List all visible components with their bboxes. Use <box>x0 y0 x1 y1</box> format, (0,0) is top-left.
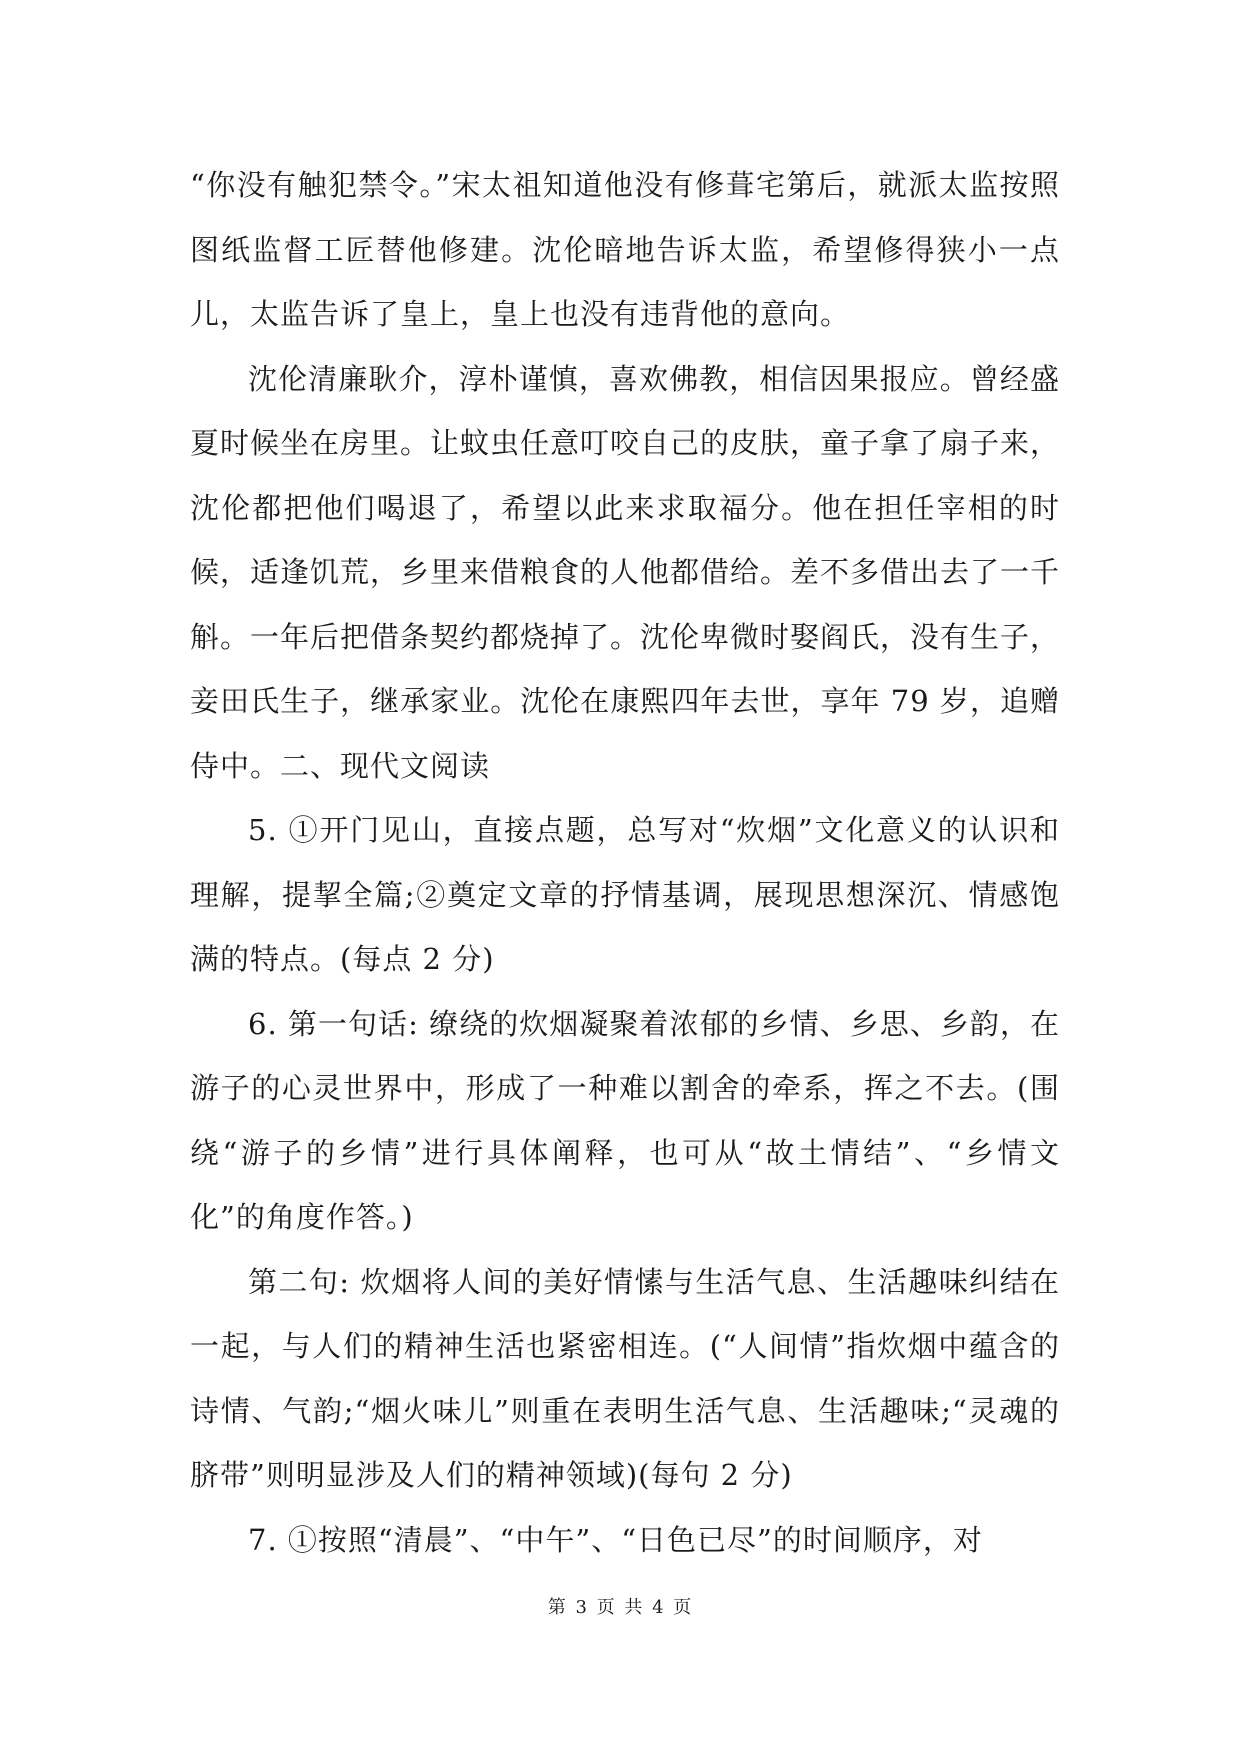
answer-7: 7. ①按照“清晨”、“中午”、“日色已尽”的时间顺序，对 <box>248 1522 983 1557</box>
answer-6-second-sentence: 第二句: 炊烟将人间的美好情愫与生活气息、生活趣味纠结在一起，与人们的精神生活也紧密相连。(“人间情”指炊烟中蕴含的诗情、气韵;“烟火味儿”则重在表明生活气息、生活趣味;“灵魂的脐带”则明显涉及人们的精神领域)(每句 2 分) <box>190 1264 1060 1492</box>
paragraph-shen-lun: 沈伦清廉耿介，淳朴谨慎，喜欢佛教，相信因果报应。曾经盛夏时候坐在房里。让蚊虫任意叮咬自己的皮肤，童子拿了扇子来，沈伦都把他们喝退了，希望以此来求取福分。他在担任宰相的时候，适逢饥荒，乡里来借粮食的人他都借给。差不多借出去了一千斛。一年后把借条契约都烧掉了。沈伦卑微时娶阎氏，没有生子，妾田氏生子，继承家业。沈伦在康熙四年去世，享年 79 岁，追赠侍中。二、现代文阅读 <box>190 361 1061 783</box>
body-text <box>190 153 1060 1572</box>
page-footer: 第 3 页 共 4 页 <box>547 1597 694 1618</box>
paragraph-continuation: “你没有触犯禁令。”宋太祖知道他没有修葺宅第后，就派太监按照图纸监督工匠替他修建。沈伦暗地告诉太监，希望修得狭小一点儿，太监告诉了皇上，皇上也没有违背他的意向。 <box>190 168 1060 331</box>
answer-5: 5. ①开门见山，直接点题，总写对“炊烟”文化意义的认识和理解，提挈全篇;②奠定文章的抒情基调，展现思想深沉、情感饱满的特点。(每点 2 分) <box>190 813 1060 976</box>
answer-6: 6. 第一句话: 缭绕的炊烟凝聚着浓郁的乡情、乡思、乡韵，在游子的心灵世界中，形成了一种难以割舍的牵系，挥之不去。(围绕“游子的乡情”进行具体阐释，也可从“故土情结”、“乡情文化”的角度作答。) <box>190 1006 1060 1234</box>
